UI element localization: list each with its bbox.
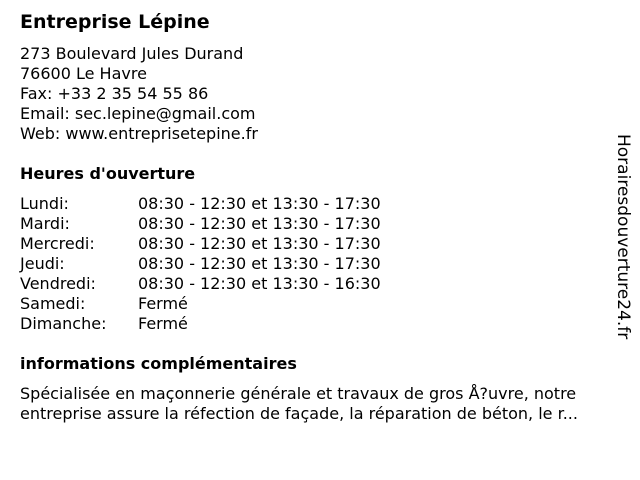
time-range: 08:30 - 12:30 et 13:30 - 17:30 bbox=[138, 214, 381, 233]
time-range: 08:30 - 12:30 et 13:30 - 17:30 bbox=[138, 234, 381, 253]
additional-info-heading: informations complémentaires bbox=[20, 354, 297, 373]
website-address: Web: www.entreprisetepine.fr bbox=[20, 124, 258, 143]
site-watermark: Horairesdouverture24.fr bbox=[613, 134, 633, 340]
street-address: 273 Boulevard Jules Durand bbox=[20, 44, 244, 63]
day-label: Mardi: bbox=[20, 214, 70, 233]
time-range: Fermé bbox=[138, 314, 188, 333]
info-line: Spécialisée en maçonnerie générale et travaux de gros Å?uvre, notre bbox=[20, 384, 577, 403]
day-label: Mercredi: bbox=[20, 234, 95, 253]
day-label: Lundi: bbox=[20, 194, 69, 213]
time-range: 08:30 - 12:30 et 13:30 - 17:30 bbox=[138, 194, 381, 213]
additional-info-text bbox=[20, 384, 630, 424]
email-address: Email: sec.lepine@gmail.com bbox=[20, 104, 256, 123]
info-line: entreprise assure la réfection de façade, la réparation de béton, le r... bbox=[20, 404, 578, 423]
day-label: Jeudi: bbox=[20, 254, 65, 273]
time-range: 08:30 - 12:30 et 13:30 - 16:30 bbox=[138, 274, 381, 293]
fax-number: Fax: +33 2 35 54 55 86 bbox=[20, 84, 209, 103]
contact-block bbox=[20, 44, 258, 144]
opening-hours-heading: Heures d'ouverture bbox=[20, 164, 196, 183]
day-label: Dimanche: bbox=[20, 314, 107, 333]
business-name: Entreprise Lépine bbox=[20, 11, 210, 33]
time-range: 08:30 - 12:30 et 13:30 - 17:30 bbox=[138, 254, 381, 273]
time-range: Fermé bbox=[138, 294, 188, 313]
postal-city: 76600 Le Havre bbox=[20, 64, 147, 83]
day-label: Samedi: bbox=[20, 294, 86, 313]
day-label: Vendredi: bbox=[20, 274, 96, 293]
